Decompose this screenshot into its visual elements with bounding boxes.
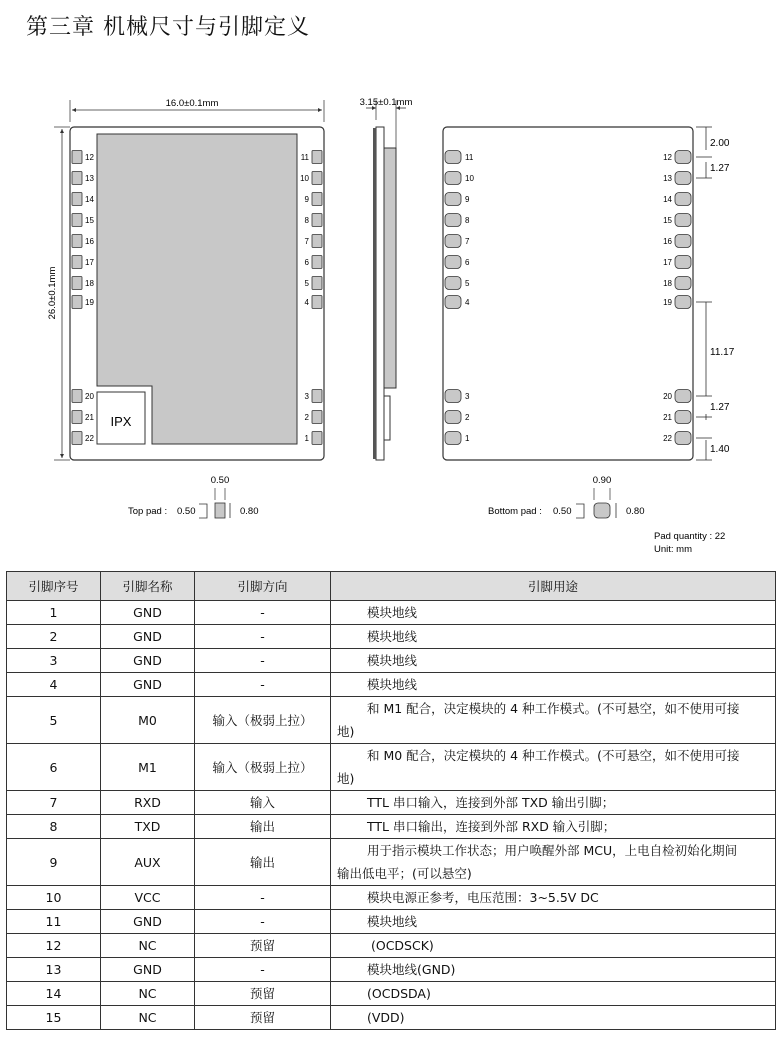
- pad: [675, 214, 691, 227]
- pin-name-cell: NC: [101, 982, 195, 1006]
- dim-thickness: 3.15±0.1mm: [359, 97, 413, 108]
- pad-number-label: 21: [663, 413, 672, 422]
- pad-number-label: 1: [304, 434, 309, 443]
- top-pad-w: 0.50: [210, 475, 230, 486]
- pad: [445, 296, 461, 309]
- pin-number-cell: 13: [7, 958, 101, 982]
- pin-number-cell: 1: [7, 601, 101, 625]
- pin-name-cell: GND: [101, 910, 195, 934]
- pin-number-cell: 5: [7, 697, 101, 744]
- dim-width: 16.0±0.1mm: [165, 98, 219, 109]
- table-row: [7, 886, 776, 910]
- pad: [445, 411, 461, 424]
- pad-number-label: 21: [85, 413, 94, 422]
- pin-table-header: [7, 572, 776, 601]
- pad: [445, 235, 461, 248]
- pad: [445, 256, 461, 269]
- table-row: [7, 982, 776, 1006]
- pin-name-cell: GND: [101, 673, 195, 697]
- pin-usage-cell: [331, 744, 776, 791]
- pin-direction-cell: 输入（极弱上拉）: [195, 744, 331, 791]
- pad: [675, 172, 691, 185]
- pad: [445, 432, 461, 445]
- pad-number-label: 6: [304, 258, 309, 267]
- bottom-view: [443, 127, 735, 460]
- top-pad-detail: [128, 475, 259, 518]
- pin-number-cell: 14: [7, 982, 101, 1006]
- pin-usage-continuation: 地): [337, 771, 355, 786]
- pin-usage-cell: [331, 910, 776, 934]
- pad-number-label: 19: [85, 298, 94, 307]
- pad-number-label: 2: [465, 413, 470, 422]
- pin-direction-cell: 预留: [195, 1006, 331, 1030]
- header-pin-number: 引脚序号: [7, 572, 101, 601]
- pad-number-label: 16: [85, 237, 94, 246]
- pin-usage-cell: [331, 625, 776, 649]
- table-row: [7, 1006, 776, 1030]
- pin-direction-cell: -: [195, 625, 331, 649]
- pad-number-label: 11: [465, 153, 474, 162]
- pin-usage-line: TTL 串口输入，连接到外部 TXD 输出引脚；: [367, 795, 615, 810]
- top-pad-len: 0.80: [240, 506, 259, 517]
- pad: [72, 277, 82, 290]
- pad: [445, 390, 461, 403]
- pin-usage-cell: [331, 673, 776, 697]
- pin-name-cell: NC: [101, 1006, 195, 1030]
- bottom-pad-w: 0.90: [592, 475, 612, 486]
- pin-name-cell: M0: [101, 697, 195, 744]
- pad: [72, 235, 82, 248]
- bottom-pad-len: 0.80: [626, 506, 645, 517]
- header-pin-name: 引脚名称: [101, 572, 195, 601]
- pad-number-label: 10: [465, 174, 474, 183]
- pad-number-label: 17: [663, 258, 672, 267]
- pin-direction-cell: -: [195, 958, 331, 982]
- pad-number-label: 12: [85, 153, 94, 162]
- pad-number-label: 4: [304, 298, 309, 307]
- pin-table: [6, 571, 776, 1030]
- pin-name-cell: GND: [101, 601, 195, 625]
- pin-usage-line: (VDD): [367, 1010, 405, 1025]
- pin-direction-cell: -: [195, 886, 331, 910]
- pad: [312, 432, 322, 445]
- header-pin-direction: 引脚方向: [195, 572, 331, 601]
- pad-number-label: 18: [85, 279, 94, 288]
- pin-name-cell: GND: [101, 958, 195, 982]
- dim-1-27-bottom: 1.27: [710, 402, 730, 413]
- pin-usage-line: 模块地线: [367, 914, 418, 929]
- header-pin-usage: 引脚用途: [331, 572, 776, 601]
- pad: [445, 277, 461, 290]
- pin-name-cell: TXD: [101, 815, 195, 839]
- pin-number-cell: 11: [7, 910, 101, 934]
- pad: [445, 172, 461, 185]
- top-pad-gap: 0.50: [177, 506, 196, 517]
- pin-name-cell: NC: [101, 934, 195, 958]
- pad-number-label: 5: [465, 279, 470, 288]
- pin-direction-cell: 输出: [195, 839, 331, 886]
- dim-2-00: 2.00: [710, 138, 730, 149]
- pad-number-label: 16: [663, 237, 672, 246]
- pad: [675, 193, 691, 206]
- pad: [675, 296, 691, 309]
- pad: [445, 214, 461, 227]
- pad-number-label: 1: [465, 434, 470, 443]
- table-row: [7, 958, 776, 982]
- pin-usage-cell: [331, 958, 776, 982]
- pad-number-label: 14: [85, 195, 94, 204]
- table-row: [7, 744, 776, 791]
- pad-number-label: 9: [304, 195, 309, 204]
- chapter-title: 第三章 机械尺寸与引脚定义: [26, 15, 310, 40]
- pad: [675, 432, 691, 445]
- side-view: [360, 97, 413, 460]
- pin-direction-cell: 输出: [195, 815, 331, 839]
- pad: [445, 193, 461, 206]
- dim-1-40: 1.40: [710, 444, 730, 455]
- pin-usage-line: 模块电源正参考，电压范围：3~5.5V DC: [367, 890, 599, 905]
- pin-number-cell: 15: [7, 1006, 101, 1030]
- pin-usage-continuation: 输出低电平；(可以悬空): [337, 866, 472, 881]
- pad: [675, 235, 691, 248]
- pad-number-label: 20: [663, 392, 672, 401]
- pad: [72, 390, 82, 403]
- pad: [72, 151, 82, 164]
- pin-usage-cell: [331, 1006, 776, 1030]
- pin-usage-line: 模块地线(GND): [367, 962, 456, 977]
- pad-number-label: 19: [663, 298, 672, 307]
- pad: [675, 151, 691, 164]
- pad-number-label: 7: [465, 237, 470, 246]
- pad: [312, 151, 322, 164]
- table-row: [7, 601, 776, 625]
- pin-direction-cell: -: [195, 649, 331, 673]
- pin-usage-cell: [331, 982, 776, 1006]
- pad-number-label: 2: [304, 413, 309, 422]
- table-row: [7, 697, 776, 744]
- pad-number-label: 13: [85, 174, 94, 183]
- bottom-pad-gap: 0.50: [553, 506, 572, 517]
- ipx-label: IPX: [110, 414, 132, 429]
- pin-usage-cell: [331, 601, 776, 625]
- table-row: [7, 791, 776, 815]
- pad-number-label: 5: [304, 279, 309, 288]
- pin-direction-cell: 输入: [195, 791, 331, 815]
- pad-number-label: 3: [304, 392, 309, 401]
- bottom-view-right-pads: [663, 151, 691, 445]
- pad: [312, 390, 322, 403]
- pad-number-label: 13: [663, 174, 672, 183]
- pin-name-cell: M1: [101, 744, 195, 791]
- pin-usage-cell: [331, 934, 776, 958]
- pin-usage-line: 和 M0 配合，决定模块的 4 种工作模式。(不可悬空，如不使用可接: [367, 748, 740, 763]
- pad-number-label: 8: [465, 216, 470, 225]
- pad: [72, 214, 82, 227]
- table-row: [7, 673, 776, 697]
- pin-usage-continuation: 地): [337, 724, 355, 739]
- dim-11-17: 11.17: [710, 347, 735, 358]
- bottom-pad-label: Bottom pad :: [488, 506, 542, 517]
- pad-number-label: 7: [304, 237, 309, 246]
- pin-usage-line: 模块地线: [367, 677, 418, 692]
- table-row: [7, 839, 776, 886]
- pad: [445, 151, 461, 164]
- unit-label: Unit: mm: [654, 544, 692, 555]
- pin-direction-cell: 预留: [195, 934, 331, 958]
- pin-usage-cell: [331, 649, 776, 673]
- pin-name-cell: VCC: [101, 886, 195, 910]
- pin-number-cell: 9: [7, 839, 101, 886]
- pad-number-label: 20: [85, 392, 94, 401]
- table-row: [7, 910, 776, 934]
- pad-number-label: 9: [465, 195, 470, 204]
- top-view: [47, 98, 324, 460]
- pin-usage-line: 用于指示模块工作状态；用户唤醒外部 MCU，上电自检初始化期间: [367, 843, 738, 858]
- pad: [72, 411, 82, 424]
- pad-number-label: 6: [465, 258, 470, 267]
- pad: [675, 277, 691, 290]
- table-row: [7, 649, 776, 673]
- pad: [675, 256, 691, 269]
- pin-name-cell: GND: [101, 649, 195, 673]
- pin-usage-line: (OCDSCK): [367, 938, 434, 953]
- pin-number-cell: 7: [7, 791, 101, 815]
- pin-usage-cell: [331, 697, 776, 744]
- pad-number-label: 22: [663, 434, 672, 443]
- pin-usage-line: 模块地线: [367, 629, 418, 644]
- pad: [72, 256, 82, 269]
- dim-1-27-top: 1.27: [710, 163, 730, 174]
- pin-direction-cell: 预留: [195, 982, 331, 1006]
- pin-usage-line: 和 M1 配合，决定模块的 4 种工作模式。(不可悬空，如不使用可接: [367, 701, 740, 716]
- pad: [72, 193, 82, 206]
- pad-number-label: 11: [300, 153, 309, 162]
- pin-number-cell: 12: [7, 934, 101, 958]
- pad: [675, 390, 691, 403]
- pin-number-cell: 2: [7, 625, 101, 649]
- pad-number-label: 8: [304, 216, 309, 225]
- pin-usage-cell: [331, 791, 776, 815]
- pad: [72, 432, 82, 445]
- pad: [312, 296, 322, 309]
- pin-name-cell: GND: [101, 625, 195, 649]
- pad-number-label: 10: [300, 174, 309, 183]
- pin-number-cell: 4: [7, 673, 101, 697]
- pad: [312, 172, 322, 185]
- bottom-pad-detail: [488, 475, 645, 518]
- pad: [312, 214, 322, 227]
- table-row: [7, 934, 776, 958]
- pin-number-cell: 10: [7, 886, 101, 910]
- pin-direction-cell: -: [195, 910, 331, 934]
- pad-number-label: 3: [465, 392, 470, 401]
- pad-number-label: 15: [663, 216, 672, 225]
- pin-usage-line: 模块地线: [367, 605, 418, 620]
- table-row: [7, 625, 776, 649]
- pin-usage-cell: [331, 886, 776, 910]
- pad: [675, 411, 691, 424]
- pin-direction-cell: -: [195, 673, 331, 697]
- pin-direction-cell: 输入（极弱上拉）: [195, 697, 331, 744]
- pad: [312, 256, 322, 269]
- pin-number-cell: 8: [7, 815, 101, 839]
- dim-height: 26.0±0.1mm: [47, 266, 58, 320]
- pin-usage-line: TTL 串口输出，连接到外部 RXD 输入引脚；: [367, 819, 616, 834]
- pad-number-label: 12: [663, 153, 672, 162]
- pin-usage-cell: [331, 839, 776, 886]
- pin-usage-line: (OCDSDA): [367, 986, 431, 1001]
- pad: [72, 296, 82, 309]
- pin-usage-cell: [331, 815, 776, 839]
- top-pad-label: Top pad :: [128, 506, 168, 517]
- pad-number-label: 18: [663, 279, 672, 288]
- pin-number-cell: 6: [7, 744, 101, 791]
- pad: [312, 235, 322, 248]
- pad: [312, 277, 322, 290]
- pin-usage-line: 模块地线: [367, 653, 418, 668]
- pad: [72, 172, 82, 185]
- pin-name-cell: AUX: [101, 839, 195, 886]
- table-row: [7, 815, 776, 839]
- pad-number-label: 4: [465, 298, 470, 307]
- pad-number-label: 17: [85, 258, 94, 267]
- pin-number-cell: 3: [7, 649, 101, 673]
- pad-quantity: Pad quantity : 22: [654, 531, 726, 542]
- pad-number-label: 15: [85, 216, 94, 225]
- pad-number-label: 14: [663, 195, 672, 204]
- pad-number-label: 22: [85, 434, 94, 443]
- pad: [312, 411, 322, 424]
- pin-name-cell: RXD: [101, 791, 195, 815]
- pin-direction-cell: -: [195, 601, 331, 625]
- pad: [312, 193, 322, 206]
